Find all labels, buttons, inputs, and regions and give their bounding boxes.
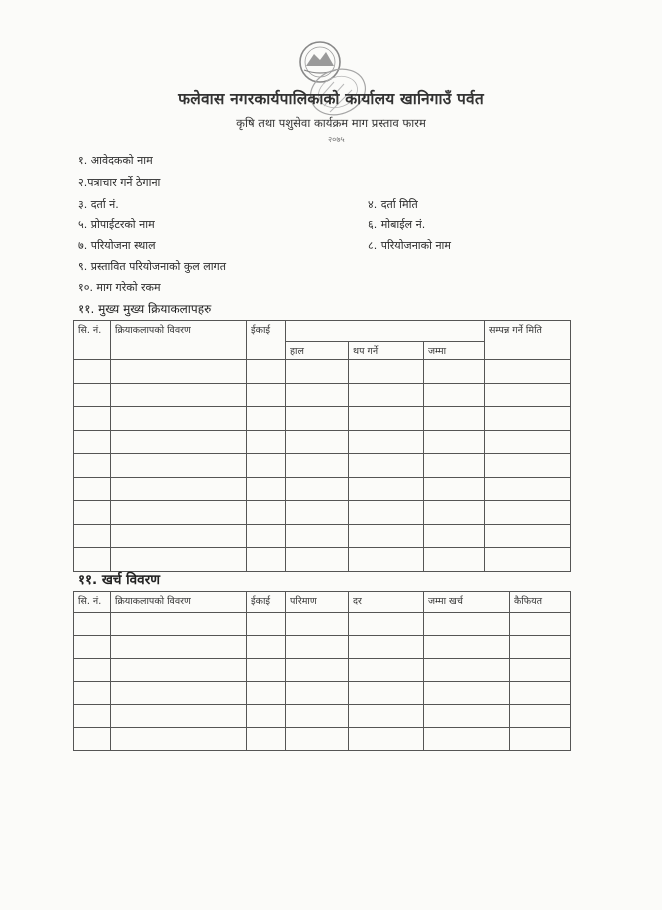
- table-row: [74, 524, 571, 548]
- reg-date-label: ४. दर्ता मिति: [368, 198, 418, 211]
- col-remarks-header: कैफियत: [510, 592, 571, 613]
- project-location-label: ७. परियोजना स्थाल: [78, 239, 156, 252]
- col-sn-header: सि. नं.: [74, 321, 111, 360]
- table-row: [74, 501, 571, 525]
- form-title: कृषि तथा पशुसेवा कार्यक्रम माग प्रस्ताव फारम: [236, 116, 426, 130]
- seal-year: २०७५: [328, 135, 345, 144]
- col-quantity-header: परिमाण: [286, 592, 349, 613]
- proprietor-label: ५. प्रोपाईटरको नाम: [78, 218, 155, 231]
- project-name-label: ८. परियोजनाको नाम: [368, 239, 451, 252]
- table-row: [74, 477, 571, 501]
- col-rate-header: दर: [349, 592, 424, 613]
- col-total-cost-header: जम्मा खर्च: [424, 592, 510, 613]
- expense-table: [73, 591, 571, 751]
- table-row: [74, 430, 571, 454]
- col-current-header: हाल: [286, 342, 349, 360]
- applicant-name-label: १. आवेदकको नाम: [78, 154, 153, 167]
- col-unit-header: ईकाई: [247, 592, 286, 613]
- table-row: [74, 454, 571, 478]
- col-add-header: थप गर्ने: [349, 342, 424, 360]
- table-row: [74, 659, 571, 682]
- table-row: [74, 383, 571, 407]
- office-title: फलेवास नगरकार्यपालिकाको कार्यालय खानिगाउँ पर्वत: [178, 90, 484, 108]
- table-row: [74, 613, 571, 636]
- table-row: [74, 636, 571, 659]
- col-total-header: जम्मा: [424, 342, 485, 360]
- table-row: [74, 407, 571, 431]
- table-row: [74, 360, 571, 384]
- total-cost-label: ९. प्रस्तावित परियोजनाको कुल लागत: [78, 260, 227, 273]
- activities-heading: ११. मुख्य मुख्य क्रियाकलापहरु: [78, 302, 212, 316]
- table-row: [74, 682, 571, 705]
- target-group-header: [286, 321, 485, 342]
- col-unit-header: ईकाई: [247, 321, 286, 360]
- activities-table: [73, 320, 571, 572]
- expense-heading: ११. खर्च विवरण: [78, 572, 160, 588]
- demand-amount-label: १०. माग गरेको रकम: [78, 281, 161, 294]
- table-row: [74, 548, 571, 572]
- col-completion-date-header: सम्पन्न गर्ने मिति: [485, 321, 571, 360]
- table-row: [74, 728, 571, 751]
- table-row: [74, 705, 571, 728]
- col-activity-header: क्रियाकलापको विवरण: [111, 321, 247, 360]
- col-sn-header: सि. नं.: [74, 592, 111, 613]
- address-label: २.पत्राचार गर्ने ठेगाना: [78, 176, 161, 189]
- reg-no-label: ३. दर्ता नं.: [78, 198, 119, 211]
- col-activity-header: क्रियाकलापको विवरण: [111, 592, 247, 613]
- mobile-label: ६. मोबाईल नं.: [368, 218, 426, 231]
